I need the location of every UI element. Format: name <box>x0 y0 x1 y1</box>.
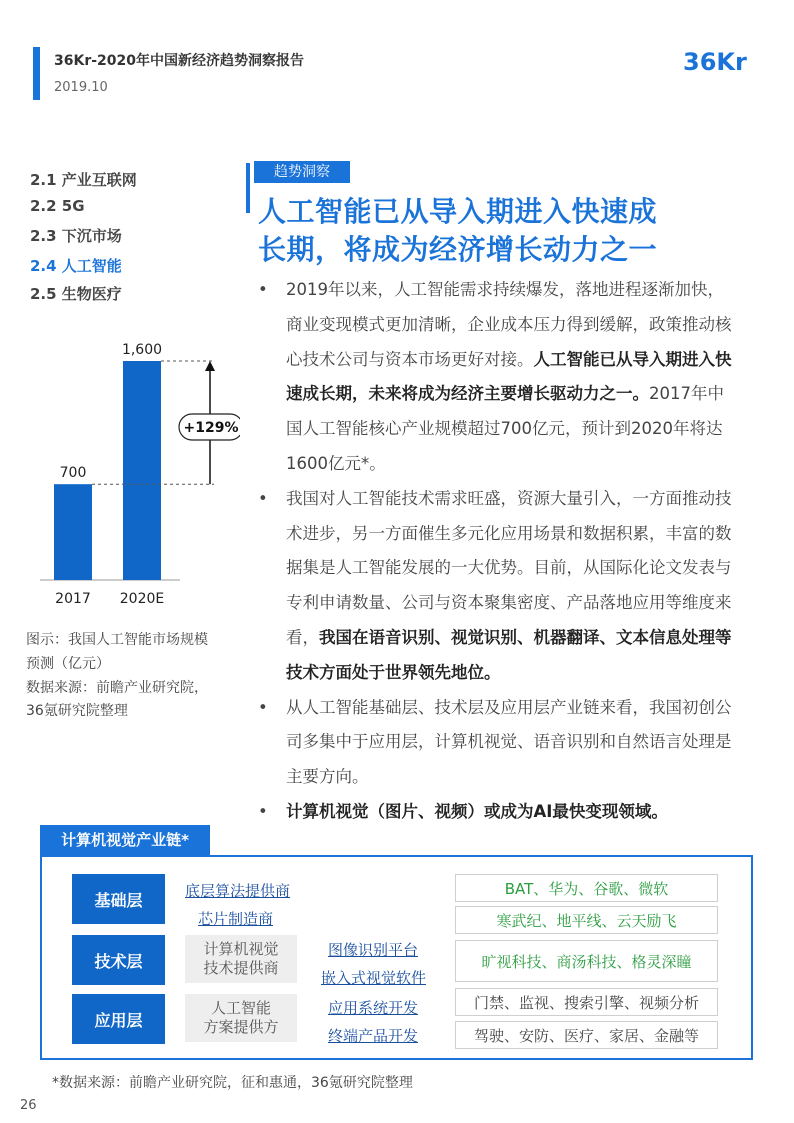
bullet-icon: • <box>258 488 268 508</box>
paragraph-4-bold: 计算机视觉（图片、视频）或成为AI最快变现领域。 <box>286 801 668 821</box>
category-label-2017: 2017 <box>55 591 91 607</box>
bullet-icon: • <box>258 801 268 821</box>
paragraph-1-text: 2019年以来，人工智能需求持续爆发，落地进程逐渐加快，商业变现模式更加清晰，企业成本压力得到缓解，政策推动核心技术公司与资本市场更好对接。 <box>286 280 732 369</box>
layer-foundation: 基础层 <box>72 874 165 924</box>
chart-caption-line3: 数据来源：前瞻产业研究院， <box>26 680 208 696</box>
solution-provider-line1: 人工智能 <box>210 999 271 1017</box>
header-accent-bar <box>33 47 40 100</box>
report-date: 2019.10 <box>54 80 108 95</box>
companies-chips: 寒武纪、地平线、云天励飞 <box>455 906 718 934</box>
paragraph-2 <box>258 482 738 691</box>
nav-item-biomedical[interactable]: 2.5 生物医疗 <box>30 285 122 303</box>
chain-title: 计算机视觉产业链* <box>40 825 210 855</box>
nav-item-industrial-internet[interactable]: 2.1 产业互联网 <box>30 171 137 189</box>
nav-item-lower-tier-market[interactable]: 2.3 下沉市场 <box>30 227 122 245</box>
paragraph-1-bold: 人工智能已从导入期进入快速成长期，未来将成为经济主要增长驱动力之一。 <box>286 349 732 404</box>
logo-text: 36Kr <box>683 48 747 76</box>
layer-application: 应用层 <box>72 994 165 1044</box>
link-terminal-product-dev[interactable]: 终端产品开发 <box>328 1027 419 1045</box>
headline-accent-bar <box>246 163 250 213</box>
companies-vision-tech: 旷视科技、商汤科技、格灵深瞳 <box>455 940 718 982</box>
page-number: 26 <box>20 1098 37 1113</box>
value-label-2017: 700 <box>59 465 87 482</box>
paragraph-2-text: 我国对人工智能技术需求旺盛，资源大量引入，一方面推动技术进步，另一方面催生多元化应用场景和数据积累，丰富的数据集是人工智能发展的一大优势。目前，从国际化论文发表与专利申请数量、公司与资本聚集密度、产品落地应用等维度来看， <box>286 488 732 647</box>
paragraph-4 <box>258 795 738 830</box>
link-algorithm-providers[interactable]: 底层算法提供商 <box>185 882 291 900</box>
nav-item-5g[interactable]: 2.2 5G <box>30 197 85 215</box>
solution-provider-line2: 方案提供方 <box>203 1018 279 1036</box>
value-label-2020e: 1,600 <box>121 342 163 358</box>
nav-item-ai[interactable]: 2.4 人工智能 <box>30 257 122 275</box>
paragraph-3-text: 从人工智能基础层、技术层及应用层产业链来看，我国初创公司多集中于应用层，计算机视觉、语音识别和自然语言处理是主要方向。 <box>286 697 732 787</box>
paragraph-2-bold: 我国在语音识别、视觉识别、机器翻译、文本信息处理等技术方面处于世界领先地位。 <box>286 627 732 682</box>
arrowhead-icon <box>205 361 215 371</box>
paragraph-3 <box>258 691 738 795</box>
headline-line2: 长期，将成为经济增长动力之一 <box>258 233 658 266</box>
solution-provider-box <box>185 994 297 1042</box>
bullet-icon: • <box>258 697 268 717</box>
applications-security: 门禁、监视、搜索引擎、视频分析 <box>455 988 718 1016</box>
chart-caption-line4: 36氪研究院整理 <box>26 703 128 719</box>
tech-provider-box <box>185 935 297 983</box>
data-source-note: *数据来源：前瞻产业研究院，征和惠通，36氪研究院整理 <box>52 1075 413 1091</box>
link-chip-makers[interactable]: 芯片制造商 <box>198 910 274 928</box>
bullet-icon: • <box>258 280 268 299</box>
applications-industries: 驾驶、安防、医疗、家居、金融等 <box>455 1021 718 1049</box>
paragraph-1-tail: 2017年中国人工智能核心产业规模超过700亿元，预计到2020年将达1600亿元*。 <box>286 384 724 473</box>
companies-bat: BAT、华为、谷歌、微软 <box>455 874 718 902</box>
ai-market-bar-chart <box>30 340 240 612</box>
link-embedded-vision[interactable]: 嵌入式视觉软件 <box>321 969 427 987</box>
headline-line1: 人工智能已从导入期进入快速成 <box>258 195 658 228</box>
report-title: 36Kr-2020年中国新经济趋势洞察报告 <box>54 53 305 69</box>
chart-caption-line2: 预测（亿元） <box>26 656 110 672</box>
body-text <box>258 273 738 830</box>
link-app-system-dev[interactable]: 应用系统开发 <box>328 999 419 1017</box>
category-label-2020e: 2020E <box>119 591 165 607</box>
logo-36kr <box>683 40 763 92</box>
link-image-recognition[interactable]: 图像识别平台 <box>328 941 419 959</box>
paragraph-1 <box>258 273 738 482</box>
trend-tag: 趋势洞察 <box>254 161 350 183</box>
bar-2017 <box>54 484 92 580</box>
chart-caption-line1: 图示：我国人工智能市场规模 <box>26 632 208 648</box>
layer-technology: 技术层 <box>72 935 165 985</box>
bar-2020e <box>123 361 161 580</box>
tech-provider-line1: 计算机视觉 <box>203 940 279 958</box>
tech-provider-line2: 技术提供商 <box>203 959 279 977</box>
growth-annotation: +129% <box>183 420 239 436</box>
